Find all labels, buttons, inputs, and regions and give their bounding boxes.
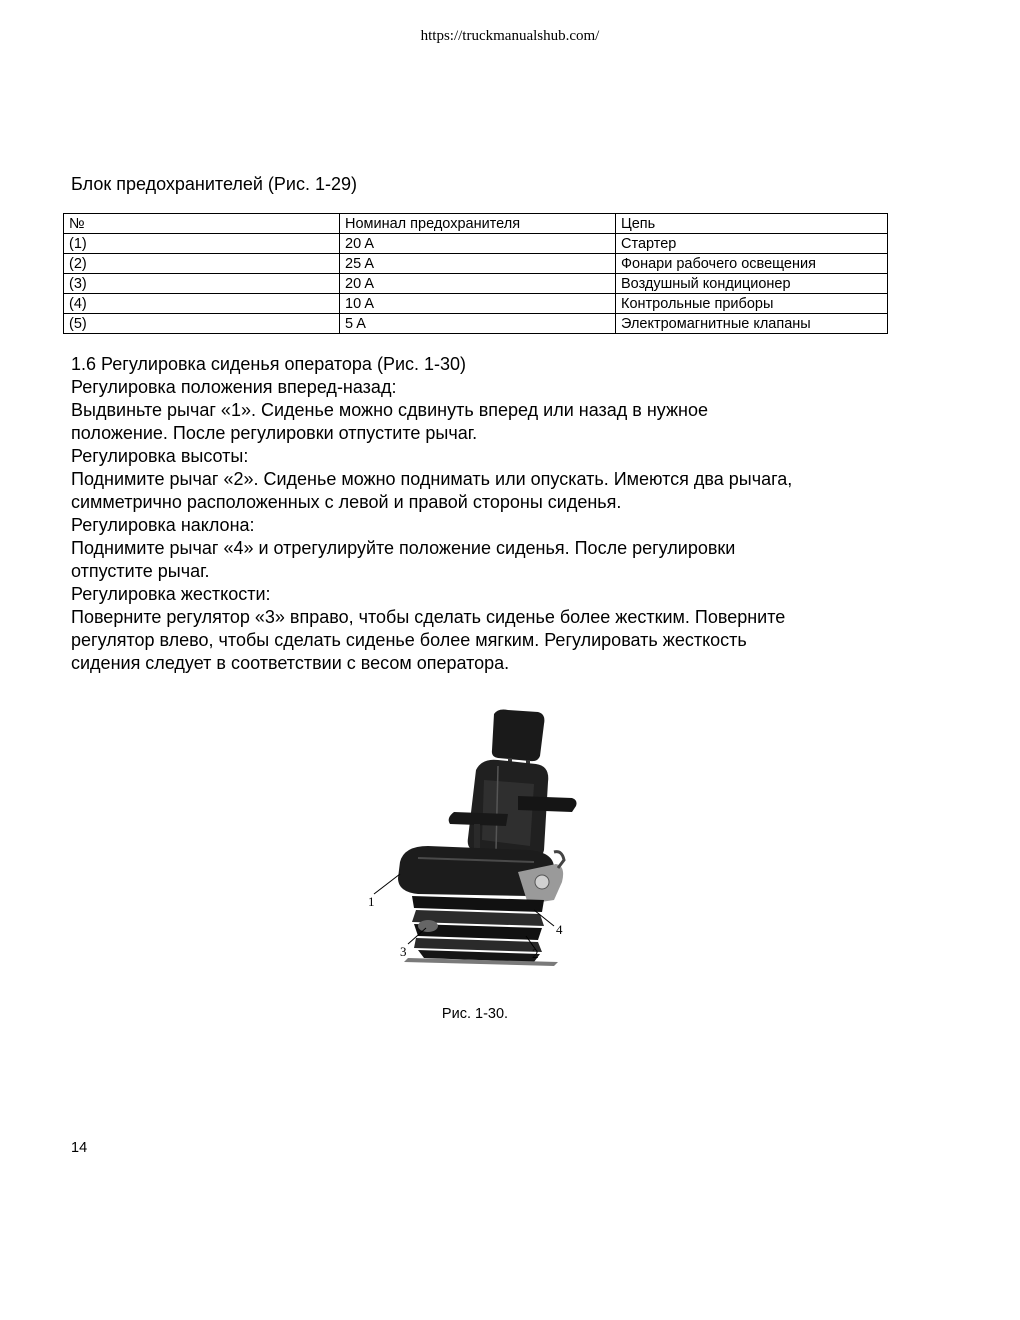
fuse-rating-cell: 5 A bbox=[340, 314, 616, 334]
page-number: 14 bbox=[71, 1140, 88, 1156]
table-row bbox=[64, 234, 888, 254]
fuse-number-cell: (3) bbox=[64, 274, 340, 294]
subheading-tilt: Регулировка наклона: bbox=[71, 515, 255, 535]
fuse-circuit-cell: Электромагнитные клапаны bbox=[616, 314, 888, 334]
column-header-circuit: Цепь bbox=[616, 214, 888, 234]
subheading-fore-aft: Регулировка положения вперед-назад: bbox=[71, 377, 397, 397]
body-text-line: Поднимите рычаг «2». Сиденье можно поднимать или опускать. Имеются два рычага, bbox=[71, 469, 793, 489]
source-url: https://truckmanualshub.com/ bbox=[420, 28, 600, 44]
fuse-number-cell: (2) bbox=[64, 254, 340, 274]
subheading-height: Регулировка высоты: bbox=[71, 446, 249, 466]
table-row bbox=[64, 274, 888, 294]
fuse-table bbox=[63, 213, 888, 334]
callout-4-label: 4 bbox=[556, 922, 563, 937]
callout-1-label: 1 bbox=[368, 894, 375, 909]
fuse-circuit-cell: Фонари рабочего освещения bbox=[616, 254, 888, 274]
fuse-number-cell: (1) bbox=[64, 234, 340, 254]
figure-caption: Рис. 1-30. bbox=[441, 1006, 509, 1022]
fuse-circuit-cell: Контрольные приборы bbox=[616, 294, 888, 314]
table-row bbox=[64, 294, 888, 314]
fuse-circuit-cell: Воздушный кондиционер bbox=[616, 274, 888, 294]
fuse-rating-cell: 20 A bbox=[340, 274, 616, 294]
column-header-rating: Номинал предохранителя bbox=[340, 214, 616, 234]
seat-adjustment-section bbox=[71, 353, 941, 675]
column-header-number: № bbox=[64, 214, 340, 234]
body-text-line: симметрично расположенных с левой и правой стороны сиденья. bbox=[71, 492, 622, 512]
fuse-block-heading: Блок предохранителей (Рис. 1-29) bbox=[71, 174, 358, 194]
fuse-rating-cell: 10 A bbox=[340, 294, 616, 314]
callout-2-label: 2 bbox=[532, 946, 539, 961]
fuse-circuit-cell: Стартер bbox=[616, 234, 888, 254]
operator-seat-illustration bbox=[358, 700, 588, 970]
subheading-stiffness: Регулировка жесткости: bbox=[71, 584, 271, 604]
fuse-rating-cell: 25 A bbox=[340, 254, 616, 274]
body-text-line: Поднимите рычаг «4» и отрегулируйте положение сиденья. После регулировки bbox=[71, 538, 736, 558]
callout-3-label: 3 bbox=[400, 944, 407, 959]
fuse-number-cell: (4) bbox=[64, 294, 340, 314]
table-row bbox=[64, 254, 888, 274]
body-text-line: регулятор влево, чтобы сделать сиденье более мягким. Регулировать жесткость bbox=[71, 630, 747, 650]
table-row bbox=[64, 314, 888, 334]
body-text-line: положение. После регулировки отпустите рычаг. bbox=[71, 423, 478, 443]
body-text-line: Выдвиньте рычаг «1». Сиденье можно сдвинуть вперед или назад в нужное bbox=[71, 400, 709, 420]
fuse-rating-cell: 20 A bbox=[340, 234, 616, 254]
section-title: 1.6 Регулировка сиденья оператора (Рис. 1-30) bbox=[71, 354, 467, 374]
body-text-line: Поверните регулятор «3» вправо, чтобы сделать сиденье более жестким. Поверните bbox=[71, 607, 786, 627]
fuse-number-cell: (5) bbox=[64, 314, 340, 334]
body-text-line: отпустите рычаг. bbox=[71, 561, 210, 581]
table-header-row bbox=[64, 214, 888, 234]
body-text-line: сидения следует в соответствии с весом оператора. bbox=[71, 653, 510, 673]
